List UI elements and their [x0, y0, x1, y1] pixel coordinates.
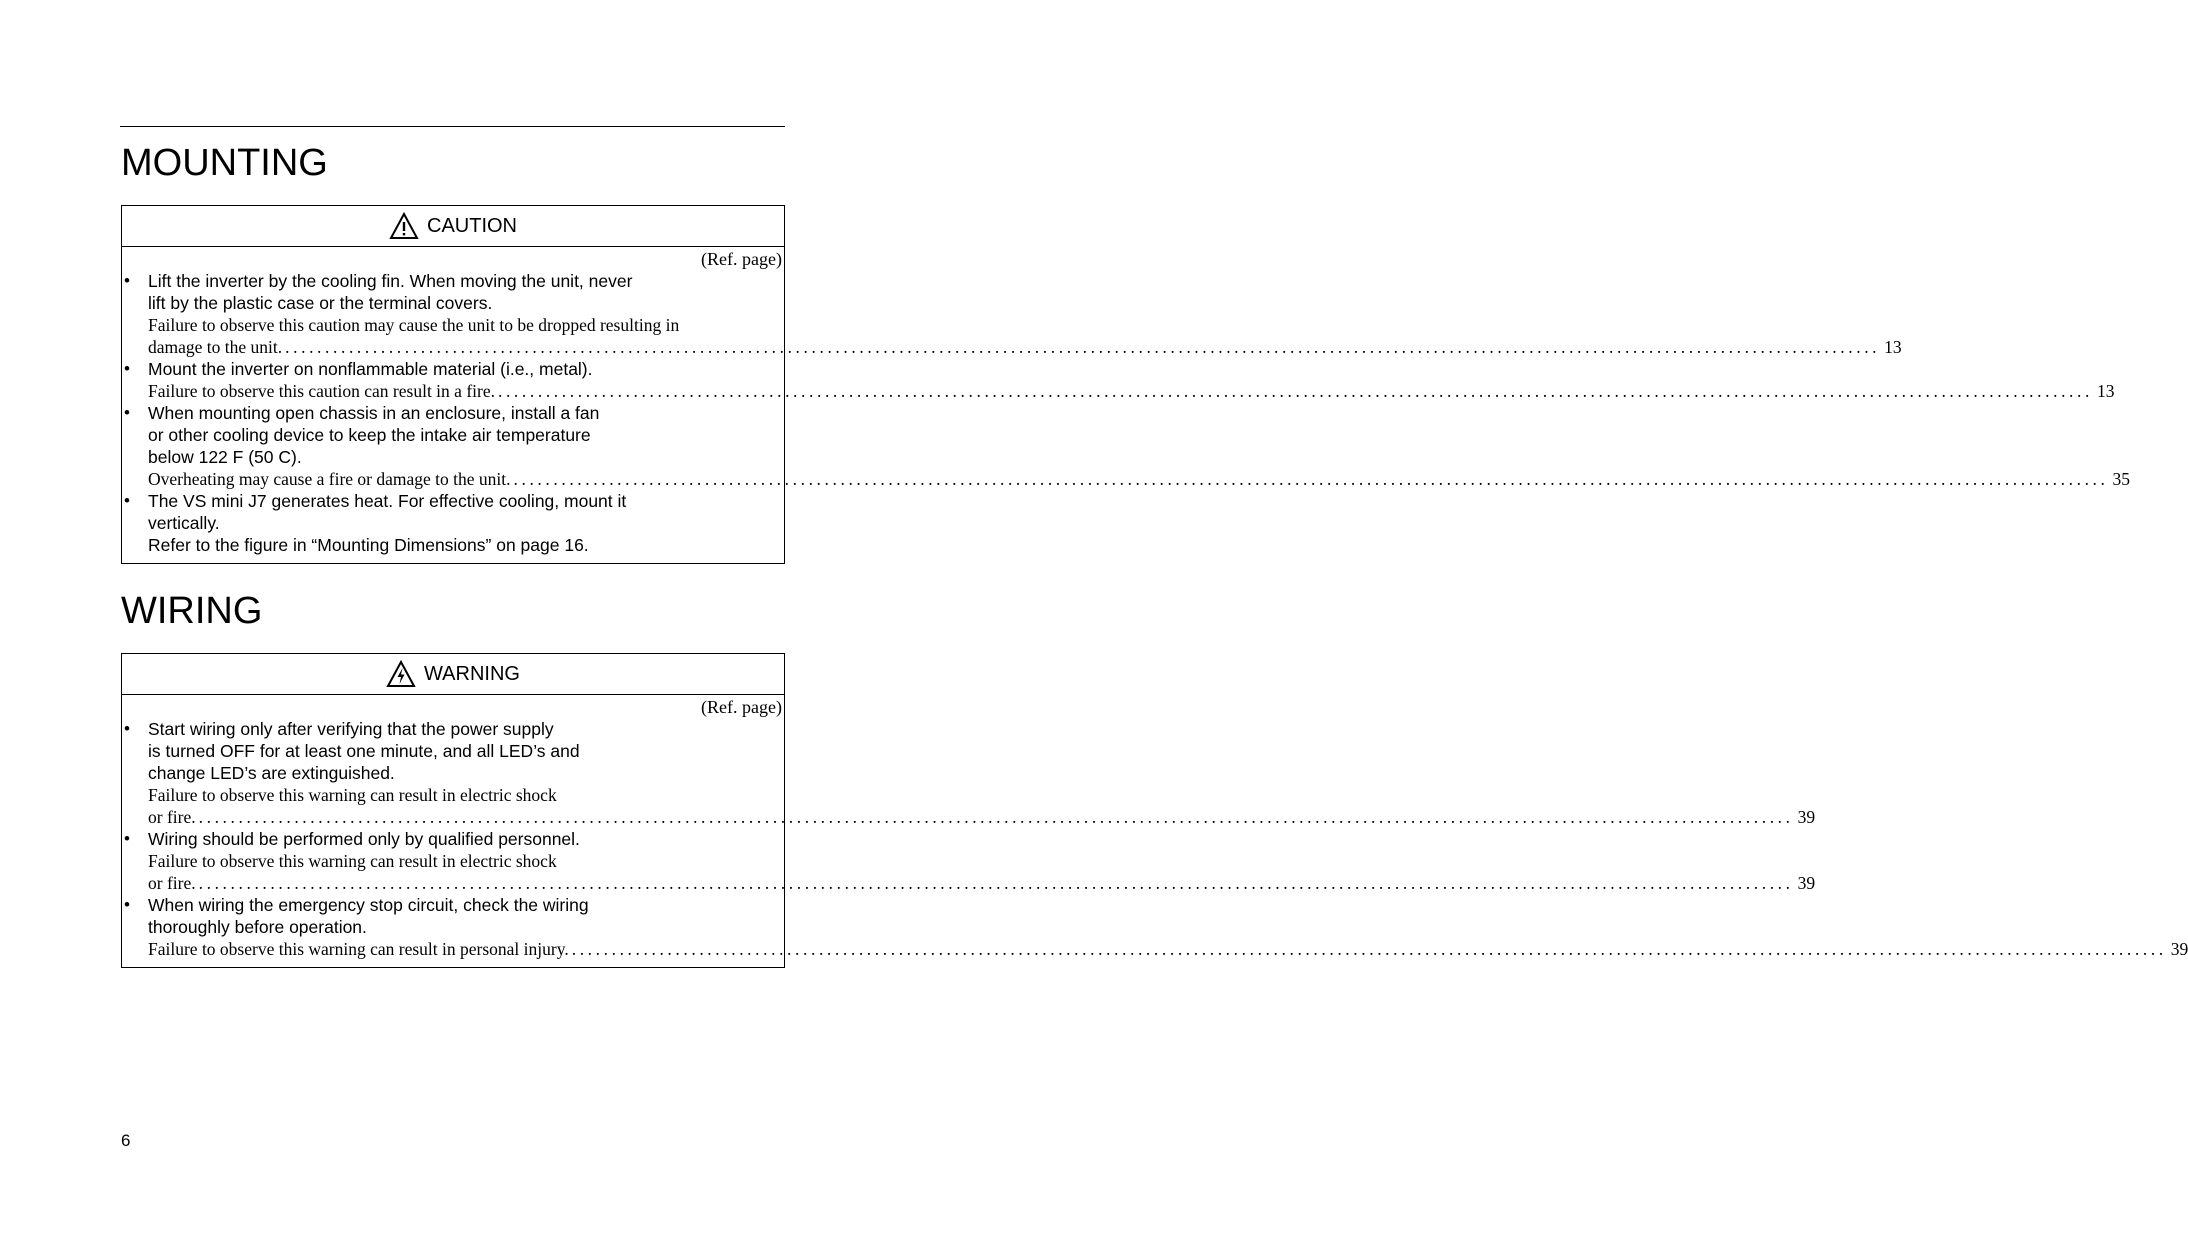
item-reference-line [148, 872, 1816, 894]
bullet: • [124, 895, 130, 914]
item-consequence: or fire. [148, 873, 196, 893]
caution-label: CAUTION [427, 214, 517, 237]
list-item [122, 490, 784, 556]
dot-leader: ........................................................................................................................................................................................................ [513, 469, 2109, 489]
item-consequence: or fire. [148, 807, 196, 827]
caution-triangle-icon [389, 212, 419, 240]
item-text: Start wiring only after verifying that the power supply [148, 719, 554, 739]
item-text: Lift the inverter by the cooling fin. When moving the unit, never [148, 271, 633, 291]
dot-leader: ........................................................................................................................................................................................................ [198, 807, 1794, 827]
high-voltage-triangle-icon [386, 660, 416, 688]
bullet: • [124, 271, 130, 290]
page-number: 6 [121, 1131, 131, 1150]
list-item [122, 828, 1816, 894]
list-item [122, 270, 1902, 358]
item-reference-line [148, 806, 1816, 828]
ref-page-label: (Ref. page) [701, 249, 782, 269]
ref-page-number: 35 [2112, 469, 2130, 489]
header-rule [120, 126, 785, 127]
list-item [122, 402, 2130, 490]
item-text: vertically. [148, 513, 220, 533]
item-note: Failure to observe this warning can result in electric shock [148, 785, 557, 805]
wiring-title: WIRING [121, 590, 263, 632]
wiring-list [122, 718, 2188, 960]
item-consequence: Overheating may cause a fire or damage to the unit. [148, 469, 511, 489]
list-item [122, 894, 2188, 960]
item-reference-line [148, 938, 2188, 960]
warning-header [122, 654, 784, 695]
item-note: Failure to observe this warning can result in electric shock [148, 851, 557, 871]
item-text: Refer to the figure in “Mounting Dimensions” on page 16. [148, 535, 589, 555]
ref-page-number: 39 [2170, 939, 2188, 959]
dot-leader: ........................................................................................................................................................................................................ [571, 939, 2167, 959]
item-text: Wiring should be performed only by qualified personnel. [148, 829, 580, 849]
bullet: • [124, 491, 130, 510]
list-item [122, 718, 1816, 828]
bullet: • [124, 719, 130, 738]
item-text: is turned OFF for at least one minute, and all LED’s and [148, 741, 580, 761]
item-consequence: Failure to observe this warning can result in personal injury. [148, 939, 569, 959]
ref-page-number: 39 [1797, 807, 1816, 827]
caution-header [122, 206, 784, 247]
dot-leader: ........................................................................................................................................................................................................ [198, 873, 1794, 893]
warning-box [121, 653, 2188, 968]
item-text: Mount the inverter on nonflammable material (i.e., metal). [148, 359, 593, 379]
caution-box [121, 205, 2130, 564]
ref-page-number: 13 [1884, 337, 1902, 357]
item-reference-line [148, 468, 2130, 490]
item-consequence: Failure to observe this caution can result in a fire. [148, 381, 495, 401]
ref-page-number: 39 [1797, 873, 1816, 893]
item-text: When mounting open chassis in an enclosure, install a fan [148, 403, 600, 423]
mounting-list [122, 270, 2130, 556]
mounting-title: MOUNTING [121, 142, 328, 184]
bullet: • [124, 359, 130, 378]
item-text: below 122 F (50 C). [148, 447, 302, 467]
item-text: lift by the plastic case or the terminal covers. [148, 293, 493, 313]
dot-leader: ........................................................................................................................................................................................................ [285, 337, 1881, 357]
ref-page-label: (Ref. page) [701, 697, 782, 717]
warning-label: WARNING [424, 662, 520, 685]
bullet: • [124, 829, 130, 848]
dot-leader: ........................................................................................................................................................................................................ [497, 381, 2093, 401]
item-text: thoroughly before operation. [148, 917, 367, 937]
item-text: The VS mini J7 generates heat. For effective cooling, mount it [148, 491, 627, 511]
item-text: or other cooling device to keep the intake air temperature [148, 425, 591, 445]
list-item [122, 358, 2115, 402]
item-note: Failure to observe this caution may cause the unit to be dropped resulting in [148, 315, 680, 335]
item-reference-line [148, 380, 2115, 402]
item-consequence: damage to the unit. [148, 337, 283, 357]
item-text: change LED’s are extinguished. [148, 763, 395, 783]
item-reference-line [148, 336, 1902, 358]
item-text: When wiring the emergency stop circuit, check the wiring [148, 895, 589, 915]
bullet: • [124, 403, 130, 422]
ref-page-number: 13 [2096, 381, 2115, 401]
